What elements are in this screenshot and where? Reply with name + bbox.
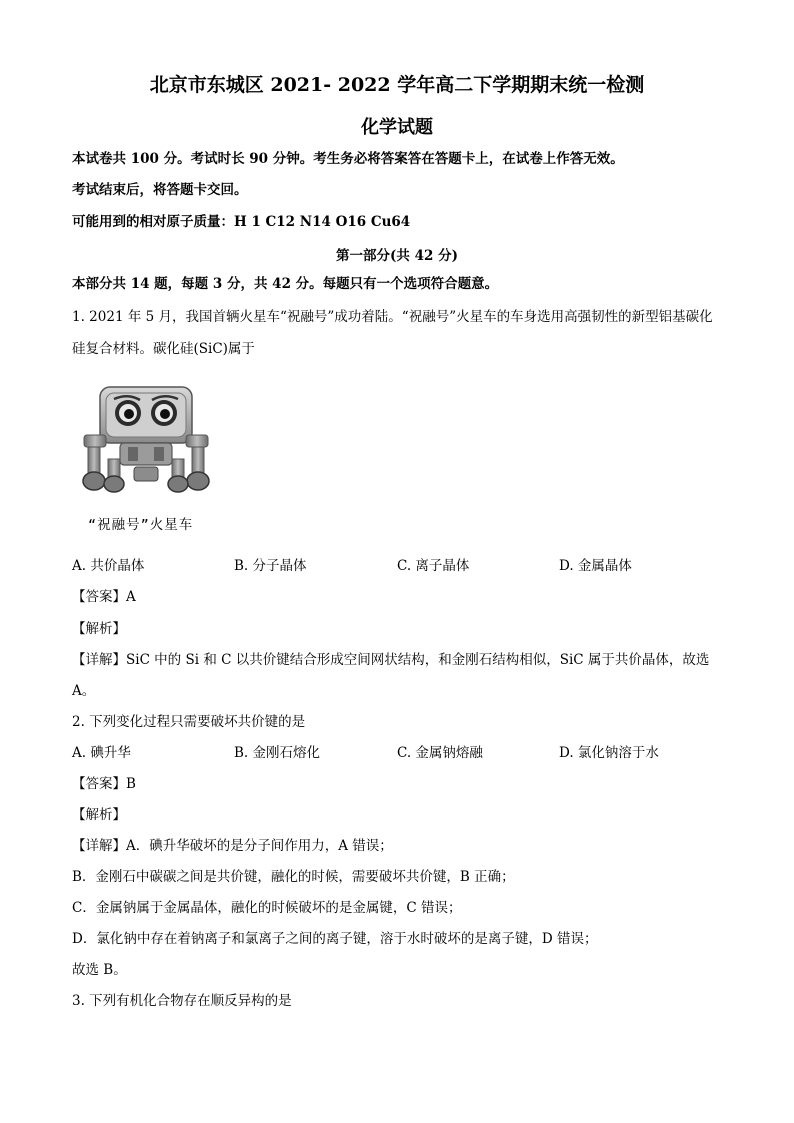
q1-stem-line-1: 1. 2021 年 5 月，我国首辆火星车“祝融号”成功着陆。“祝融号”火星车的车身选用高强韧性的新型铝基碳化 [72,309,713,325]
exam-subtitle: 化学试题 [361,117,433,138]
q2-detail-line-4: D．氯化钠中存在着钠离子和氯离子之间的离子键，溶于水时破坏的是离子键，D 错误； [72,931,598,947]
q1-option-c: C. 离子晶体 [397,558,470,574]
zhurong-rover-image [78,383,214,493]
q1-detail-line-2: A。 [72,683,96,699]
q1-option-a: A. 共价晶体 [72,558,145,574]
q1-stem-line-2: 硅复合材料。碳化硅(SiC)属于 [72,341,255,357]
q2-stem: 2. 下列变化过程只需要破坏共价键的是 [72,714,306,730]
part-heading: 第一部分(共 42 分) [336,248,458,264]
q1-analysis: 【解析】 [72,621,126,637]
exam-title: 北京市东城区 2021- 2022 学年高二下学期期末统一检测 [149,74,645,96]
q2-detail-line-2: B．金刚石中碳碳之间是共价键，融化的时候，需要破坏共价键，B 正确； [72,869,515,885]
q1-option-b: B. 分子晶体 [234,558,307,574]
intro-line-3: 可能用到的相对原子质量：H 1 C12 N14 O16 Cu64 [72,214,411,230]
image-caption: “祝融号”火星车 [88,517,194,533]
q1-detail-line-1: 【详解】SiC 中的 Si 和 C 以共价键结合形成空间网状结构，和金刚石结构相似，SiC 属于共价晶体，故选 [72,652,710,668]
q2-detail-line-5: 故选 B。 [72,962,127,978]
q3-stem: 3. 下列有机化合物存在顺反异构的是 [72,993,292,1009]
q1-answer: 【答案】A [72,589,136,605]
q2-detail-line-1: 【详解】A．碘升华破坏的是分子间作用力，A 错误； [72,838,393,854]
q2-analysis: 【解析】 [72,807,126,823]
intro-line-1: 本试卷共 100 分。考试时长 90 分钟。考生务必将答案答在答题卡上，在试卷上作答无效。 [72,151,624,167]
q2-option-c: C. 金属钠熔融 [397,745,483,761]
q1-option-d: D. 金属晶体 [559,558,632,574]
intro-line-2: 考试结束后，将答题卡交回。 [72,182,248,198]
part-instruction: 本部分共 14 题，每题 3 分，共 42 分。每题只有一个选项符合题意。 [72,276,499,292]
q2-detail-line-3: C．金属钠属于金属晶体，融化的时候破坏的是金属键，C 错误； [72,900,462,916]
q2-option-b: B. 金刚石熔化 [234,745,321,761]
q2-option-d: D. 氯化钠溶于水 [559,745,659,761]
q2-answer: 【答案】B [72,776,136,792]
q2-option-a: A. 碘升华 [72,745,131,761]
